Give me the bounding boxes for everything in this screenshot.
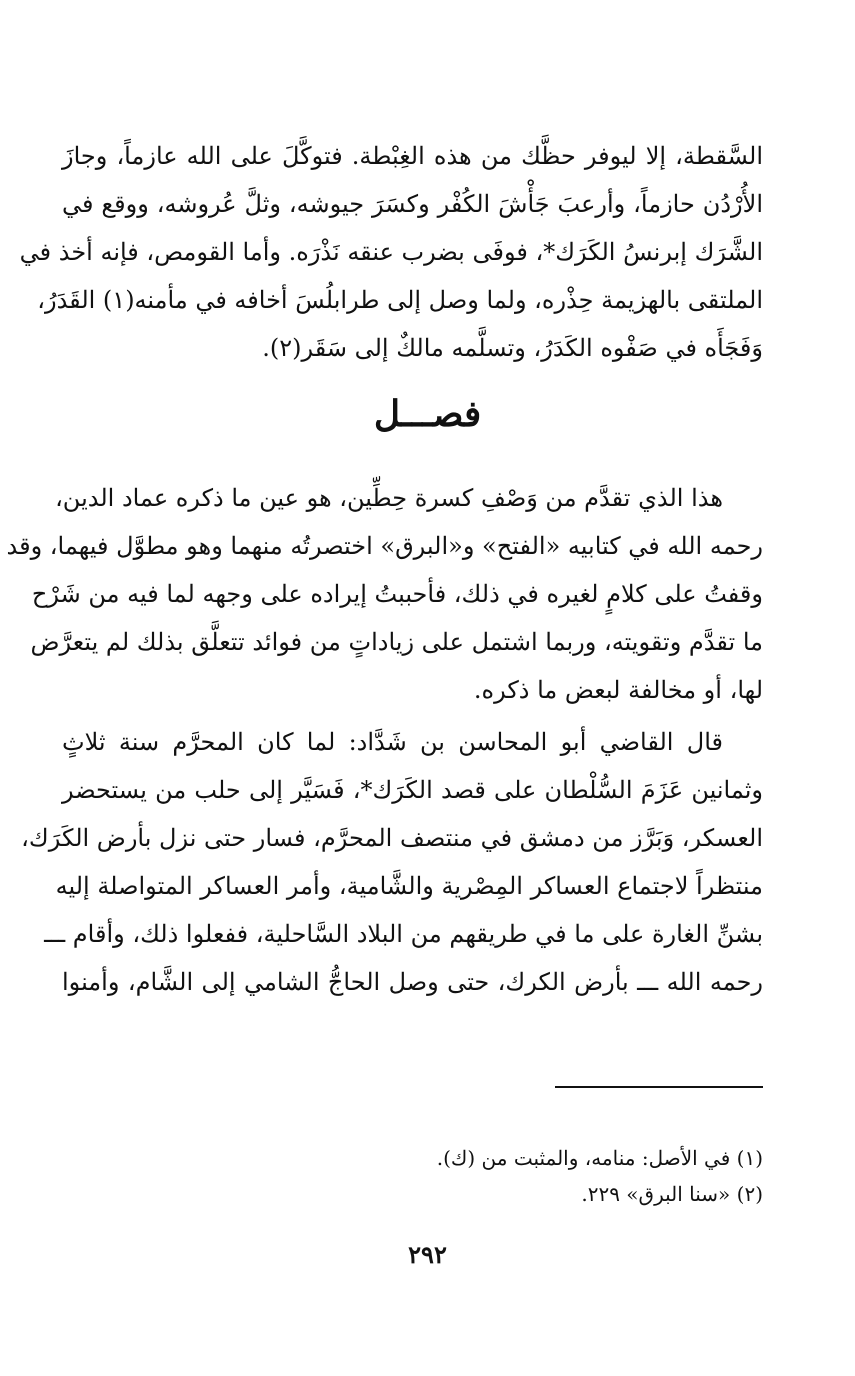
- paragraph-2: [6, 474, 763, 714]
- text-line: بشنِّ الغارة على ما في طريقهم من البلاد السَّاحلية، ففعلوا ذلك، وأقام ـــ: [44, 920, 763, 948]
- text-line: لها، أو مخالفة لبعض ما ذكره.: [473, 676, 763, 704]
- text-line: وَفَجَأَه في صَفْوه الكَدَرُ، وتسلَّمه مالكٌ إلى سَقَر(٢).: [262, 334, 763, 362]
- text-line: قال القاضي أبو المحاسن بن شَدَّاد: لما كان المحرَّم سنة ثلاثٍ: [62, 728, 723, 756]
- text-line: الشَّرَك إبرنسُ الكَرَك*، فوفَى بضرب عنقه نَذْرَه. وأما القومص، فإنه أخذ في: [19, 238, 763, 266]
- text-line: رحمه الله في كتابيه «الفتح» و«البرق» اختصرتُه منهما وهو مطوَّل فيهما، وقد: [6, 532, 763, 560]
- footnote-1: (١) في الأصل: منامه، والمثبت من (ك).: [436, 1146, 763, 1170]
- text-line: السَّقطة، إلا ليوفر حظَّك من هذه الغِبْطة. فتوكَّلَ على الله عازماً، وجازَ: [62, 142, 763, 170]
- section-heading: [0, 393, 855, 435]
- paragraph-1: [19, 132, 763, 372]
- paragraph-3: [21, 718, 763, 1006]
- text-line: الأُرْدُن حازماً، وأرعبَ جَأْشَ الكُفْر وكسَرَ جيوشه، وثلَّ عُروشه، ووقع في: [62, 190, 763, 218]
- page-number: ٢٩٢: [408, 1240, 447, 1269]
- text-line: هذا الذي تقدَّم من وَصْفِ كسرة حِطِّين، هو عين ما ذكره عماد الدين،: [55, 484, 723, 512]
- footnote-divider: [555, 1086, 763, 1088]
- text-line: وثمانين عَزَمَ السُّلْطان على قصد الكَرَك*، فَسَيَّر إلى حلب من يستحضر: [62, 776, 763, 804]
- text-line: منتظراً لاجتماع العساكر المِصْرية والشَّامية، وأمر العساكر المتواصلة إليه: [55, 872, 763, 900]
- section-heading-text: فصـــل: [373, 393, 482, 435]
- text-line: رحمه الله ـــ بأرض الكرك، حتى وصل الحاجُّ الشامي إلى الشَّام، وأمنوا: [62, 968, 763, 996]
- footnote-2: (٢) «سنا البرق» ٢٢٩.: [581, 1182, 763, 1206]
- text-line: العسكر، وَبَرَّز من دمشق في منتصف المحرَّم، فسار حتى نزل بأرض الكَرَك،: [21, 824, 763, 852]
- text-line: وقفتُ على كلامٍ لغيره في ذلك، فأحببتُ إيراده على وجهه لما فيه من شَرْح: [31, 580, 763, 608]
- text-line: ما تقدَّم وتقويته، وربما اشتمل على زياداتٍ من فوائد تتعلَّق بذلك لم يتعرَّض: [30, 628, 763, 656]
- text-line: الملتقى بالهزيمة حِذْره، ولما وصل إلى طرابلُسَ أخافه في مأمنه(١) القَدَرُ،: [37, 286, 763, 314]
